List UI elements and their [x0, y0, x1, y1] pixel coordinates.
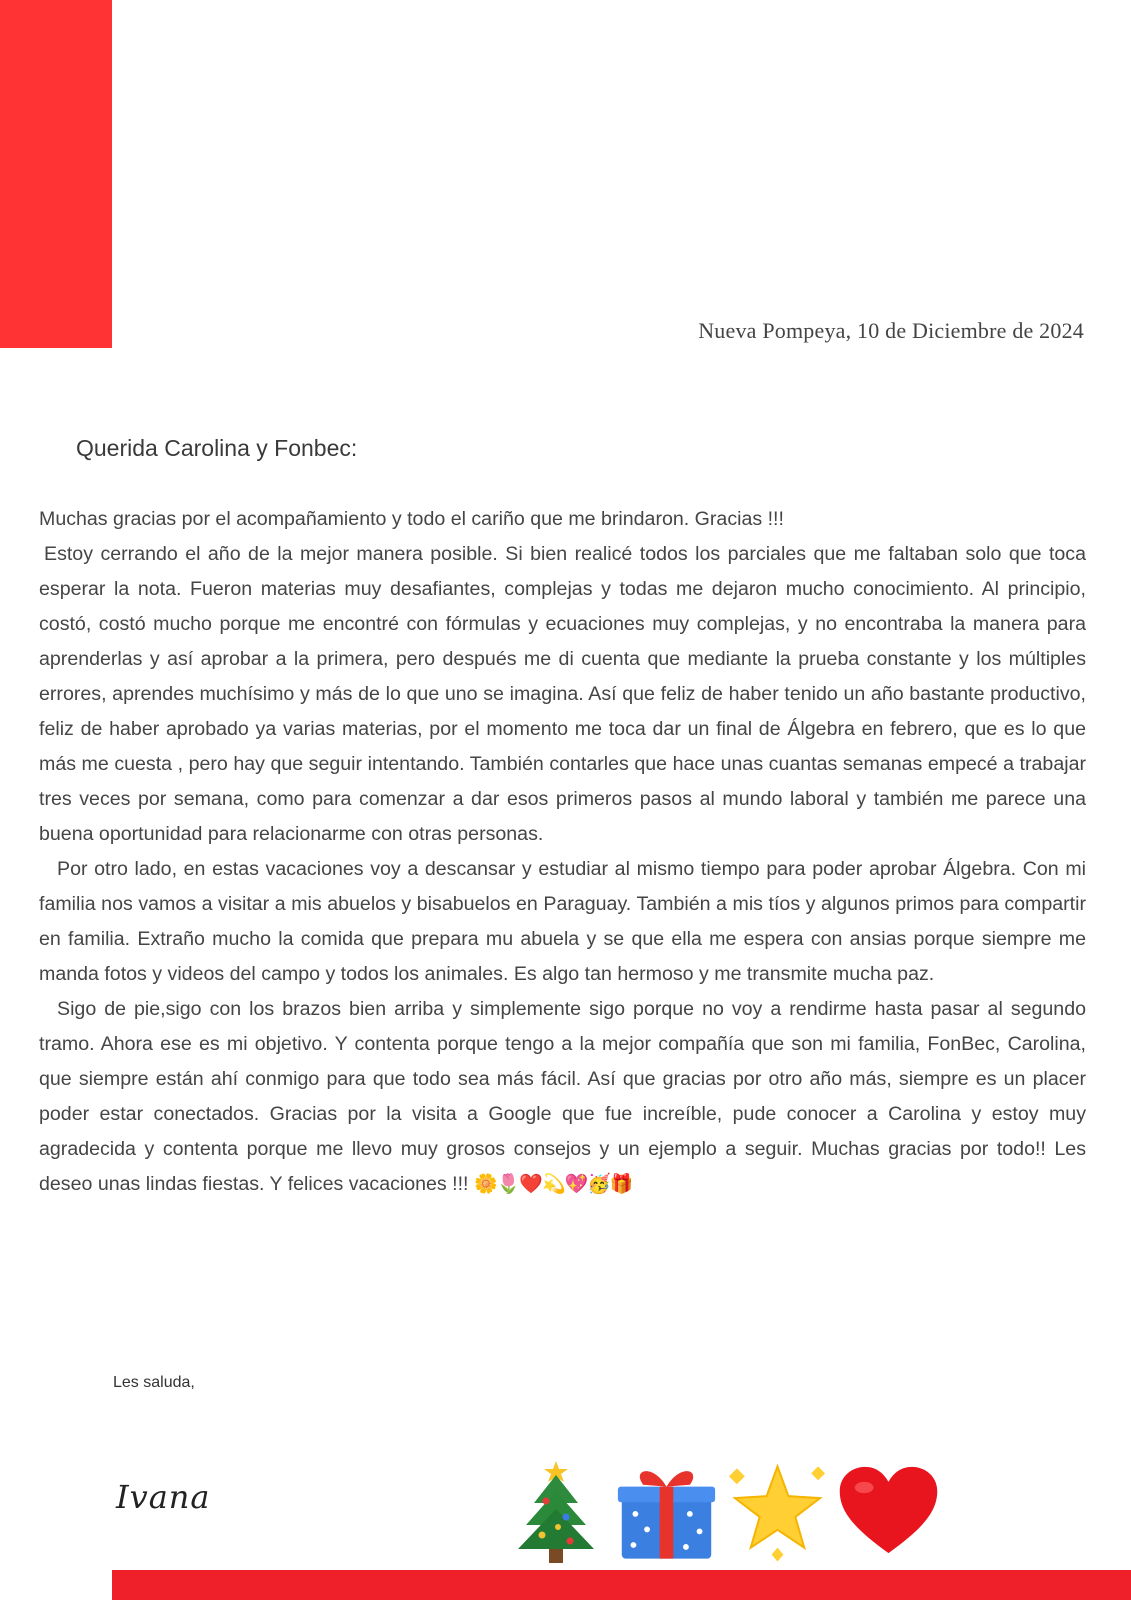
- red-side-bar: [0, 0, 112, 348]
- red-footer-bar: [112, 1570, 1131, 1600]
- signature: Ivana: [116, 1478, 211, 1516]
- letter-body: [39, 502, 1086, 1202]
- paragraph-gratitude-text: Sigo de pie,sigo con los brazos bien arriba y simplemente sigo porque no voy a rendirme hasta pasar al segundo tramo. Ahora ese es mi objetivo. Y contenta porque tengo a la mejor compañía que son mi familia, FonBec, Carolina, que siempre están ahí conmigo para que todo sea más fácil. Así que gracias por otro año más, siempre es un placer poder estar conectados. Gracias por la visita a Google que fue increíble, pude conocer a Carolina y estoy muy agradecida y contenta porque me llevo muy grosos consejos y un ejemplo a seguir. Muchas gracias por todo!! Les deseo unas lindas fiestas. Y felices vacaciones !!!: [39, 998, 1086, 1195]
- christmas-tree-icon: [503, 1455, 608, 1565]
- salutation: Querida Carolina y Fonbec:: [76, 435, 358, 461]
- inline-emoji-row: 🌼🌷❤️💫💖🥳🎁: [473, 1174, 633, 1195]
- decoration-row: [503, 1455, 941, 1565]
- gift-box-icon: [614, 1455, 719, 1565]
- paragraph-gratitude: [39, 992, 1086, 1202]
- paragraph-thanks: Muchas gracias por el acompañamiento y todo el cariño que me brindaron. Gracias !!!: [39, 508, 784, 530]
- red-heart-icon: [836, 1455, 941, 1565]
- paragraph-year-summary: Estoy cerrando el año de la mejor manera posible. Si bien realicé todos los parciales que me faltaban solo que toca esperar la nota. Fueron materias muy desafiantes, complejas y todas me dejaron mucho conocimiento. Al principio, costó, costó mucho porque me encontré con fórmulas y ecuaciones muy complejas, y no encontraba la manera para aprenderlas y así aprobar a la primera, pero después me di cuenta que mediante la prueba constante y los múltiples errores, aprendes muchísimo y más de lo que uno se imagina. Así que feliz de haber tenido un año bastante productivo, feliz de haber aprobado ya varias materias, por el momento me toca dar un final de Álgebra en febrero, que es lo que más me cuesta , pero hay que seguir intentando. También contarles que hace unas cuantas semanas empecé a trabajar tres veces por semana, como para comenzar a dar esos primeros pasos al mundo laboral y también me parece una buena oportunidad para relacionarme con otras personas.: [39, 543, 1086, 845]
- paragraph-vacations: Por otro lado, en estas vacaciones voy a descansar y estudiar al mismo tiempo para poder aprobar Álgebra. Con mi familia nos vamos a visitar a mis abuelos y bisabuelos en Paraguay. También a mis tíos y algunos primos para compartir en familia. Extraño mucho la comida que prepara mu abuela y se que ella me espera con ansias porque siempre me manda fotos y videos del campo y todos los animales. Es algo tan hermoso y me transmite mucha paz.: [39, 858, 1086, 985]
- sparkle-star-icon: [725, 1455, 830, 1565]
- closing-line: Les saluda,: [113, 1374, 195, 1391]
- date-line: Nueva Pompeya, 10 de Diciembre de 2024: [698, 318, 1084, 343]
